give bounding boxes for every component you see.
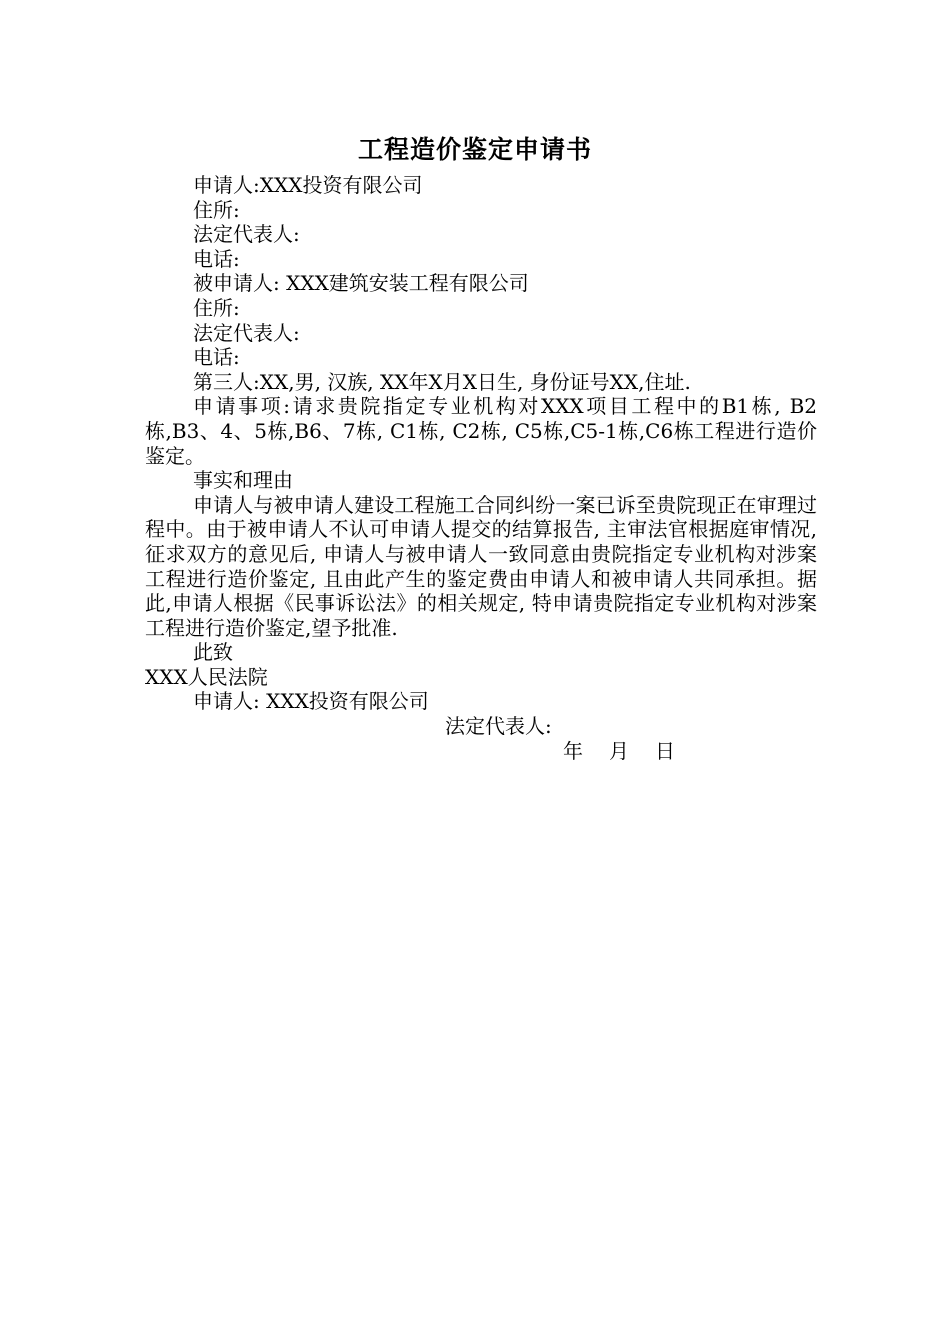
signature-applicant-line: 申请人: XXX投资有限公司 [193,689,429,714]
closing-line: 此致 [193,640,233,665]
respondent-rep-line: 法定代表人: [193,320,300,345]
date-month: 月 [609,738,629,763]
respondent-line: 被申请人: XXX建筑安装工程有限公司 [193,271,529,296]
request-items-paragraph: 申请事项:请求贵院指定专业机构对XXX项目工程中的B1栋, B2栋,B3、4、5栋,B6、7栋, C1栋, C2栋, C5栋,C5-1栋,C6栋工程进行造价鉴定。 [145,394,817,468]
facts-paragraph: 申请人与被申请人建设工程施工合同纠纷一案已诉至贵院现正在审理过程中。由于被申请人不认可申请人提交的结算报告, 主审法官根据庭审情况,征求双方的意见后, 申请人与被申请人一致同意由贵院指定专业机构对涉案工程进行造价鉴定, 且由此产生的鉴定费由申请人和被申请人共同承担。据此,申请人根据《民事诉讼法》的相关规定, 特申请贵院指定专业机构对涉案工程进行造价鉴定,望予批准. [145,492,817,640]
date-year: 年 [563,738,583,763]
applicant-phone-line: 电话: [193,246,240,271]
respondent-phone-line: 电话: [193,345,240,370]
document-title: 工程造价鉴定申请书 [357,135,592,164]
document-body [145,173,817,763]
applicant-line: 申请人:XXX投资有限公司 [193,173,423,197]
respondent-address-line: 住所: [193,295,240,320]
court-line: XXX人民法院 [145,664,268,689]
third-party-line: 第三人:XX,男, 汉族, XX年X月X日生, 身份证号XX,住址. [193,369,691,394]
date-day: 日 [655,738,675,763]
facts-heading: 事实和理由 [193,468,293,493]
signature-rep-line: 法定代表人: [445,714,552,739]
applicant-address-line: 住所: [193,197,240,222]
applicant-rep-line: 法定代表人: [193,222,300,247]
signature-date-line [145,739,817,764]
